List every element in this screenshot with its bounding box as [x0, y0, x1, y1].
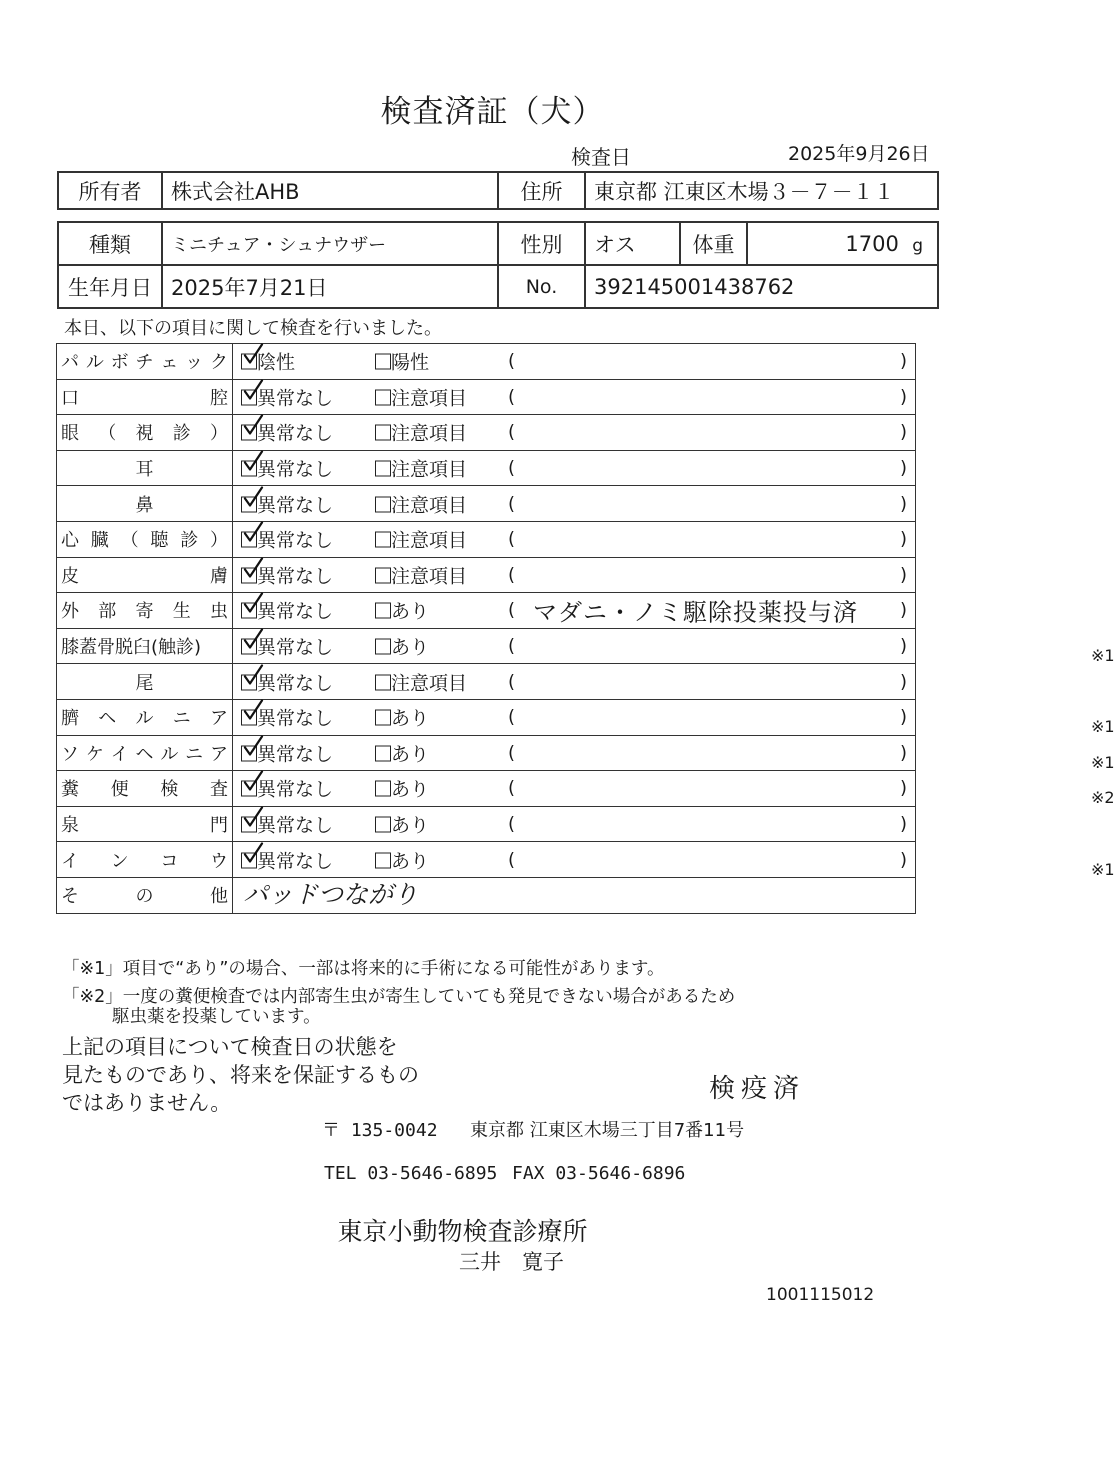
footnote-mark: ※2 [1091, 788, 1115, 808]
item-label-char: 糞 [61, 779, 79, 801]
item-value-cell [233, 699, 1115, 737]
doctor-name: 三井 寛子 [459, 1250, 564, 1274]
checkmark-icon [243, 842, 265, 864]
breed-value: ミニチュア・シュナウザー [162, 222, 498, 265]
item-value-cell [233, 806, 916, 842]
option-alt[interactable] [375, 419, 467, 446]
footnote-mark: ※1 [1091, 646, 1115, 666]
checkmark-icon [243, 379, 265, 401]
tel: TEL 03-5646-6895 [324, 1163, 498, 1184]
checkbox-checked[interactable] [241, 603, 257, 619]
other-handwritten: パッドつながり [243, 880, 419, 910]
item-label-char: 鼻 [135, 494, 154, 516]
checkbox-unchecked[interactable] [375, 389, 391, 405]
paren-close: ) [899, 528, 907, 550]
item-label-text [61, 455, 228, 481]
option-ok[interactable] [241, 739, 333, 766]
option-alt-label: 注意項目 [391, 565, 468, 588]
checkbox-checked[interactable] [241, 674, 257, 690]
item-label-char: ク [209, 352, 228, 374]
checkbox-checked[interactable] [241, 639, 257, 655]
item-label-text [61, 526, 228, 552]
checkmark-icon [243, 557, 265, 579]
paren-open: ( [508, 813, 516, 835]
item-label-char: 生 [172, 601, 191, 623]
paren-close: ) [899, 706, 907, 728]
item-note: マダニ・ノミ駆除投薬投与済 [533, 598, 858, 627]
checkbox-checked[interactable] [241, 781, 257, 797]
item-row [57, 450, 916, 486]
option-ok-label: 異常なし [257, 850, 334, 873]
item-label-char: 虫 [210, 601, 228, 623]
paren-close: ) [899, 457, 907, 479]
checkbox-unchecked[interactable] [375, 817, 391, 833]
option-alt[interactable] [375, 775, 429, 802]
exam-items-table [56, 343, 1115, 914]
disclaimer-line-3: ではありません。 [62, 1091, 232, 1115]
item-label-char: ソ [61, 743, 79, 765]
paren-close: ) [899, 386, 907, 408]
checkmark-icon [243, 807, 265, 829]
other-label-text [61, 882, 228, 908]
option-ok[interactable] [241, 419, 333, 446]
address-label: 住所 [498, 172, 585, 209]
option-ok[interactable] [241, 383, 333, 410]
item-label-char: 検 [160, 779, 179, 801]
item-label-char: コ [160, 850, 179, 872]
item-label-char: 膚 [210, 565, 228, 587]
item-label [57, 771, 233, 807]
item-row [57, 557, 916, 593]
item-label-text [61, 491, 228, 517]
item-row [57, 379, 916, 415]
item-label-text [61, 597, 228, 623]
item-label-text [61, 740, 228, 766]
item-row [57, 735, 916, 771]
option-alt-label: 陽性 [391, 351, 430, 374]
item-label [57, 415, 233, 451]
item-value-cell [233, 842, 1115, 879]
option-ok-label: 異常なし [257, 707, 334, 730]
option-alt[interactable] [375, 846, 429, 873]
item-label-char: チ [135, 352, 154, 374]
item-label-char: 臓 [90, 530, 109, 552]
checkmark-icon [243, 593, 265, 615]
item-label [57, 344, 233, 380]
item-label-char: 他 [210, 886, 228, 908]
paren-open: ( [508, 849, 516, 871]
item-value-cell [233, 628, 1115, 666]
item-label-char: ア [210, 708, 228, 730]
option-ok[interactable] [241, 704, 333, 731]
option-alt-label: あり [391, 743, 430, 766]
checkmark-icon [243, 486, 265, 508]
item-label [57, 699, 233, 735]
exam-date-label: 検査日 [571, 145, 631, 169]
item-label-char: ） [210, 423, 228, 445]
paren-open: ( [508, 599, 516, 621]
footnote-mark: ※1 [1091, 752, 1115, 772]
item-label-text [61, 811, 228, 837]
checkbox-unchecked[interactable] [375, 745, 391, 761]
item-label-char: 外 [61, 601, 79, 623]
checkbox-unchecked[interactable] [375, 567, 391, 583]
option-ok-label: 異常なし [257, 600, 334, 623]
paren-close: ) [899, 493, 907, 515]
paren-close: ) [899, 635, 907, 657]
paren-open: ( [508, 777, 516, 799]
option-alt-label: あり [391, 814, 430, 837]
item-label-char: ニ [172, 708, 191, 730]
checkmark-icon [243, 344, 265, 366]
intro-text: 本日、以下の項目に関して検査を行いました。 [64, 318, 442, 339]
checkbox-checked[interactable] [241, 461, 257, 477]
exam-date-value: 2025年9月26日 [788, 143, 930, 165]
checkbox-checked[interactable] [241, 425, 257, 441]
paren-open: ( [508, 528, 516, 550]
item-label-char: ヘ [98, 708, 117, 730]
item-label [57, 628, 233, 664]
item-label-text [61, 704, 228, 730]
item-label-char: 眼 [61, 423, 79, 445]
item-row [57, 842, 916, 878]
item-label [57, 593, 233, 629]
item-row [57, 415, 916, 451]
item-label-char: ル [160, 743, 179, 765]
item-value-cell [233, 664, 916, 700]
serial-number: 1001115012 [766, 1285, 875, 1305]
checkbox-checked[interactable] [241, 532, 257, 548]
option-alt-label: あり [391, 600, 430, 623]
paren-close: ) [899, 671, 907, 693]
sex-value: オス [585, 222, 680, 265]
item-label-char: 膝蓋骨脱臼(触診) [61, 637, 202, 659]
weight-unit: g [912, 235, 923, 256]
option-ok-label: 異常なし [257, 814, 334, 837]
option-alt[interactable] [375, 348, 429, 375]
paren-close: ) [899, 421, 907, 443]
item-label [57, 450, 233, 486]
item-value-cell [233, 593, 916, 629]
item-label-char: 皮 [61, 565, 79, 587]
option-alt[interactable] [375, 811, 429, 838]
option-alt-label: 注意項目 [391, 529, 468, 552]
option-alt[interactable] [375, 668, 467, 695]
option-ok-label: 異常なし [257, 494, 334, 517]
option-ok[interactable] [241, 490, 333, 517]
paren-open: ( [508, 421, 516, 443]
item-label-char: 耳 [135, 459, 154, 481]
item-value-cell [233, 415, 916, 451]
item-value-cell [233, 735, 1115, 772]
weight-cell [747, 222, 938, 265]
weight-value: 1700 [845, 231, 899, 256]
checkbox-unchecked[interactable] [375, 710, 391, 726]
checkbox-checked[interactable] [241, 567, 257, 583]
paren-open: ( [508, 671, 516, 693]
option-ok-label: 異常なし [257, 529, 334, 552]
item-label-char: 査 [209, 779, 228, 801]
item-row [57, 593, 916, 629]
checkbox-checked[interactable] [241, 817, 257, 833]
item-label [57, 521, 233, 557]
paren-close: ) [899, 350, 907, 372]
item-label-char: イ [110, 743, 129, 765]
item-label-char: ェ [160, 352, 179, 374]
owner-label: 所有者 [58, 172, 162, 209]
option-alt-label: 注意項目 [391, 458, 468, 481]
item-label-char: 視 [135, 423, 154, 445]
checkbox-unchecked[interactable] [375, 496, 391, 512]
paren-open: ( [508, 457, 516, 479]
paren-close: ) [899, 742, 907, 764]
option-ok[interactable] [241, 561, 333, 588]
fax: FAX 03-5646-6896 [512, 1163, 686, 1184]
item-label-char: ） [209, 530, 228, 552]
option-alt-label: 注意項目 [391, 387, 468, 410]
option-alt[interactable] [375, 526, 467, 553]
item-value-cell [233, 521, 916, 557]
option-ok-label: 異常なし [257, 672, 334, 695]
checkbox-checked[interactable] [241, 745, 257, 761]
no-label: No. [498, 265, 585, 308]
item-row [57, 699, 916, 735]
option-alt[interactable] [375, 490, 467, 517]
owner-value: 株式会社AHB [162, 172, 498, 209]
checkmark-icon [243, 451, 265, 473]
option-ok-label: 異常なし [257, 458, 334, 481]
item-label-char: （ [120, 530, 139, 552]
checkbox-unchecked[interactable] [375, 639, 391, 655]
item-row [57, 806, 916, 842]
paren-close: ) [899, 599, 907, 621]
checkbox-unchecked[interactable] [375, 532, 391, 548]
item-label-char: 口 [61, 387, 79, 409]
note-2b: 駆虫薬を投薬しています。 [112, 1007, 321, 1027]
option-ok-label: 異常なし [257, 743, 334, 766]
item-label-char: 診 [172, 423, 191, 445]
checkbox-unchecked[interactable] [375, 354, 391, 370]
option-ok[interactable] [241, 846, 333, 873]
item-value-cell [233, 450, 916, 486]
option-ok-label: 陰性 [257, 351, 296, 374]
option-alt[interactable] [375, 597, 429, 624]
clinic-address: 東京都 江東区木場三丁目7番11号 [470, 1120, 745, 1141]
item-label-char: 診 [180, 530, 199, 552]
item-value-cell [233, 344, 916, 380]
no-value: 392145001438762 [585, 265, 938, 308]
item-label-char: パ [61, 352, 79, 374]
item-value-cell [233, 379, 916, 415]
option-alt[interactable] [375, 633, 429, 660]
checkbox-unchecked[interactable] [375, 781, 391, 797]
item-label-text [61, 562, 228, 588]
option-alt-label: あり [391, 707, 430, 730]
footnote-mark: ※1 [1091, 859, 1115, 879]
footnote-mark: ※1 [1091, 717, 1115, 737]
checkbox-checked[interactable] [241, 389, 257, 405]
option-ok-label: 異常なし [257, 422, 334, 445]
option-alt[interactable] [375, 561, 467, 588]
checkbox-checked[interactable] [241, 852, 257, 868]
paren-close: ) [899, 849, 907, 871]
checkmark-icon [243, 700, 265, 722]
option-ok[interactable] [241, 526, 333, 553]
option-ok[interactable] [241, 668, 333, 695]
item-label-char: の [135, 886, 154, 908]
paren-open: ( [508, 635, 516, 657]
item-label-char: ケ [85, 743, 104, 765]
weight-label: 体重 [680, 222, 747, 265]
option-alt[interactable] [375, 383, 467, 410]
quarantine-stamp: 検疫済 [709, 1074, 806, 1104]
item-label-char: そ [61, 886, 79, 908]
item-label-char: ル [135, 708, 154, 730]
birth-label: 生年月日 [58, 265, 162, 308]
option-ok[interactable] [241, 775, 333, 802]
checkbox-checked[interactable] [241, 354, 257, 370]
page-title: 検査済証（犬） [380, 94, 605, 130]
option-ok[interactable] [241, 455, 333, 482]
option-alt[interactable] [375, 704, 429, 731]
item-label [57, 842, 233, 878]
checkmark-icon [243, 629, 265, 651]
breed-label: 種類 [58, 222, 162, 265]
paren-close: ) [899, 813, 907, 835]
item-row [57, 664, 916, 700]
option-ok-label: 異常なし [257, 636, 334, 659]
item-value-cell [233, 486, 916, 522]
item-label-char: 門 [210, 815, 228, 837]
item-label-text [61, 669, 228, 695]
other-value-cell [233, 877, 916, 913]
item-label [57, 557, 233, 593]
other-label [57, 877, 233, 913]
item-label-char: （ [98, 423, 117, 445]
item-label-text [61, 847, 228, 873]
paren-open: ( [508, 386, 516, 408]
option-ok[interactable] [241, 597, 333, 624]
checkbox-unchecked[interactable] [375, 852, 391, 868]
item-label-char: ウ [209, 850, 228, 872]
item-label-text [61, 633, 228, 659]
checkbox-unchecked[interactable] [375, 674, 391, 690]
item-label-char: 腔 [210, 387, 228, 409]
item-row [57, 486, 916, 522]
item-label-char: 臍 [61, 708, 79, 730]
item-label-char: ッ [185, 352, 204, 374]
item-label [57, 806, 233, 842]
option-alt-label: あり [391, 636, 430, 659]
zip-code: 〒 135-0042 [322, 1120, 438, 1141]
checkmark-icon [243, 735, 265, 757]
paren-open: ( [508, 742, 516, 764]
pet-table [57, 221, 939, 309]
disclaimer-line-1: 上記の項目について検査日の状態を [62, 1035, 398, 1059]
item-row [57, 344, 916, 380]
item-row [57, 521, 916, 557]
option-ok-label: 異常なし [257, 565, 334, 588]
item-label-char: ル [85, 352, 104, 374]
option-ok-label: 異常なし [257, 387, 334, 410]
option-alt-label: 注意項目 [391, 422, 468, 445]
item-label-char: 泉 [61, 815, 79, 837]
checkbox-unchecked[interactable] [375, 461, 391, 477]
checkbox-unchecked[interactable] [375, 603, 391, 619]
item-value-cell [233, 771, 1115, 808]
option-ok[interactable] [241, 348, 295, 375]
item-label-char: ア [209, 743, 228, 765]
paren-open: ( [508, 706, 516, 728]
address-value: 東京都 江東区木場３－７－１１ [585, 172, 938, 209]
birth-value: 2025年7月21日 [162, 265, 498, 308]
checkbox-checked[interactable] [241, 710, 257, 726]
sex-label: 性別 [498, 222, 585, 265]
option-alt-label: あり [391, 850, 430, 873]
item-label-char: 寄 [135, 601, 154, 623]
item-label-text [61, 419, 228, 445]
item-label-text [61, 348, 228, 374]
paren-open: ( [508, 564, 516, 586]
paren-close: ) [899, 564, 907, 586]
item-label [57, 664, 233, 700]
paren-open: ( [508, 493, 516, 515]
item-label-char: ボ [110, 352, 129, 374]
checkmark-icon [243, 664, 265, 686]
item-label-char: イ [61, 850, 79, 872]
paren-close: ) [899, 777, 907, 799]
item-label-char: ヘ [135, 743, 154, 765]
paren-open: ( [508, 350, 516, 372]
checkmark-icon [243, 415, 265, 437]
item-label-char: 部 [98, 601, 117, 623]
clinic-name: 東京小動物検査診療所 [337, 1217, 588, 1246]
item-label-char: 尾 [135, 672, 154, 694]
item-label [57, 379, 233, 415]
item-label-char: ン [110, 850, 129, 872]
other-row [57, 877, 916, 913]
note-2a: 「※2」一度の糞便検査では内部寄生虫が寄生していても発見できない場合があるため [62, 987, 736, 1007]
option-alt[interactable] [375, 739, 429, 766]
item-value-cell [233, 557, 916, 593]
checkbox-checked[interactable] [241, 496, 257, 512]
item-label [57, 735, 233, 771]
owner-table [57, 171, 939, 210]
option-alt-label: 注意項目 [391, 672, 468, 695]
item-label-char: 心 [61, 530, 79, 552]
item-label-text [61, 775, 228, 801]
item-row [57, 771, 916, 807]
checkbox-unchecked[interactable] [375, 425, 391, 441]
item-label-char: ニ [185, 743, 204, 765]
item-label-text [61, 384, 228, 410]
option-ok-label: 異常なし [257, 778, 334, 801]
checkmark-icon [243, 771, 265, 793]
checkmark-icon [243, 522, 265, 544]
option-alt-label: 注意項目 [391, 494, 468, 517]
item-label [57, 486, 233, 522]
option-alt-label: あり [391, 778, 430, 801]
option-alt[interactable] [375, 455, 467, 482]
option-ok[interactable] [241, 633, 333, 660]
option-ok[interactable] [241, 811, 333, 838]
item-row [57, 628, 916, 664]
item-label-char: 聴 [150, 530, 169, 552]
item-label-char: 便 [110, 779, 129, 801]
note-1: 「※1」項目で“あり”の場合、一部は将来的に手術になる可能性があります。 [62, 959, 665, 979]
disclaimer-line-2: 見たものであり、将来を保証するもの [62, 1063, 419, 1087]
